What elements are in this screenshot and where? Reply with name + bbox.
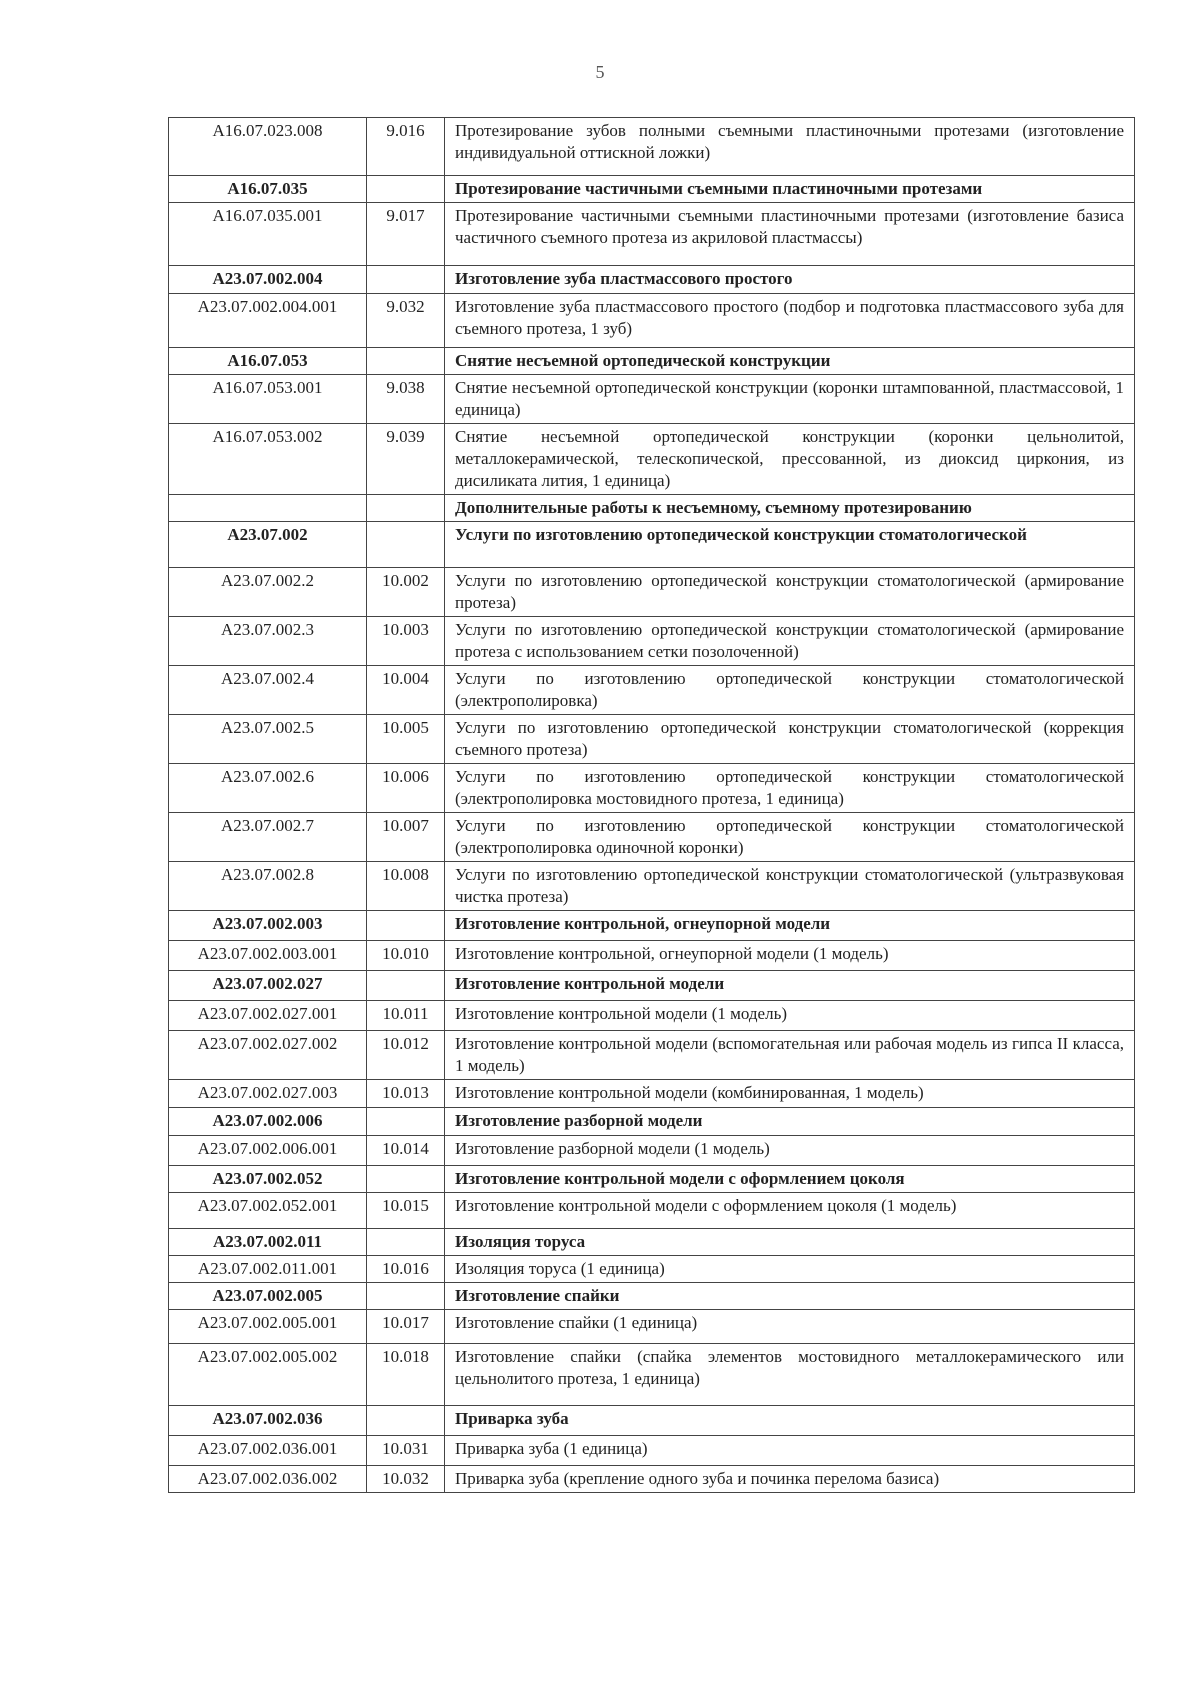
item-number-cell: 10.014 [367,1136,445,1166]
item-number-cell [367,176,445,203]
service-name-cell: Изготовление спайки (спайка элементов мостовидного металлокерамического или цельнолитого протеза, 1 единица) [445,1344,1135,1406]
item-number-cell [367,266,445,294]
service-name-cell: Изготовление спайки (1 единица) [445,1310,1135,1344]
service-code-cell: А23.07.002.004 [169,266,367,294]
item-number-cell: 10.008 [367,862,445,911]
table-row [169,617,1135,666]
service-code-cell: А23.07.002.003.001 [169,941,367,971]
item-number-cell [367,1108,445,1136]
table-group-row [169,266,1135,294]
service-name-cell: Приварка зуба (крепление одного зуба и починка перелома базиса) [445,1466,1135,1493]
service-name-cell: Изготовление контрольной модели с оформлением цоколя [445,1166,1135,1193]
service-code-cell: А23.07.002.027.003 [169,1080,367,1108]
item-number-cell [367,1283,445,1310]
table-row [169,424,1135,495]
table-group-row [169,1166,1135,1193]
item-number-cell: 10.018 [367,1344,445,1406]
item-number-cell [367,1166,445,1193]
service-code-cell: А16.07.053 [169,348,367,375]
service-name-cell: Изготовление контрольной модели [445,971,1135,1001]
item-number-cell: 9.017 [367,203,445,266]
table-row [169,1344,1135,1406]
service-name-cell: Изготовление контрольной модели с оформлением цоколя (1 модель) [445,1193,1135,1229]
table-row [169,941,1135,971]
table-row [169,294,1135,348]
table-group-row [169,348,1135,375]
service-name-cell: Приварка зуба [445,1406,1135,1436]
table-row [169,1436,1135,1466]
service-name-cell: Протезирование зубов полными съемными пластиночными протезами (изготовление индивидуальной оттискной ложки) [445,118,1135,176]
price-table-body [169,118,1135,1493]
service-name-cell: Изоляция торуса (1 единица) [445,1256,1135,1283]
service-name-cell: Услуги по изготовлению ортопедической конструкции стоматологической (армирование протеза с использованием сетки позолоченной) [445,617,1135,666]
table-group-row [169,1406,1135,1436]
service-name-cell: Протезирование частичными съемными пластиночными протезами (изготовление базиса частичного съемного протеза из акриловой пластмассы) [445,203,1135,266]
service-name-cell: Услуги по изготовлению ортопедической конструкции стоматологической (коррекция съемного протеза) [445,715,1135,764]
service-name-cell: Изоляция торуса [445,1229,1135,1256]
service-code-cell: А23.07.002.005.002 [169,1344,367,1406]
service-name-cell: Услуги по изготовлению ортопедической конструкции стоматологической [445,522,1135,568]
service-name-cell: Приварка зуба (1 единица) [445,1436,1135,1466]
service-code-cell: А23.07.002.036.001 [169,1436,367,1466]
service-name-cell: Изготовление зуба пластмассового простого (подбор и подготовка пластмассового зуба для съемного протеза, 1 зуб) [445,294,1135,348]
service-code-cell: А16.07.035.001 [169,203,367,266]
table-row [169,862,1135,911]
table-row [169,1310,1135,1344]
service-code-cell: А23.07.002.2 [169,568,367,617]
service-name-cell: Снятие несъемной ортопедической конструкции (коронки цельнолитой, металлокерамической, телескопической, прессованной, из диоксид циркония, из дисиликата лития, 1 единица) [445,424,1135,495]
table-group-row [169,522,1135,568]
service-name-cell: Изготовление контрольной, огнеупорной модели [445,911,1135,941]
table-group-row [169,176,1135,203]
item-number-cell: 10.012 [367,1031,445,1080]
page-number: 5 [595,62,605,82]
item-number-cell [367,1406,445,1436]
service-name-cell: Снятие несъемной ортопедической конструкции (коронки штампованной, пластмассовой, 1 единица) [445,375,1135,424]
service-name-cell: Услуги по изготовлению ортопедической конструкции стоматологической (армирование протеза) [445,568,1135,617]
service-code-cell: А23.07.002.3 [169,617,367,666]
service-code-cell: А23.07.002.052 [169,1166,367,1193]
service-code-cell: А16.07.053.002 [169,424,367,495]
service-name-cell: Изготовление контрольной модели (вспомогательная или рабочая модель из гипса II класса, 1 модель) [445,1031,1135,1080]
service-code-cell: А23.07.002.004.001 [169,294,367,348]
item-number-cell: 10.004 [367,666,445,715]
table-group-row [169,911,1135,941]
item-number-cell: 10.007 [367,813,445,862]
service-code-cell: А23.07.002.036 [169,1406,367,1436]
item-number-cell: 10.031 [367,1436,445,1466]
service-code-cell: А23.07.002.8 [169,862,367,911]
item-number-cell: 10.015 [367,1193,445,1229]
service-code-cell: А23.07.002.027.001 [169,1001,367,1031]
item-number-cell: 10.032 [367,1466,445,1493]
item-number-cell [367,971,445,1001]
item-number-cell [367,522,445,568]
table-row [169,1466,1135,1493]
service-code-cell: А23.07.002.011 [169,1229,367,1256]
table-group-row [169,1108,1135,1136]
item-number-cell: 10.002 [367,568,445,617]
item-number-cell: 10.003 [367,617,445,666]
service-name-cell: Услуги по изготовлению ортопедической конструкции стоматологической (ультразвуковая чистка протеза) [445,862,1135,911]
item-number-cell: 10.013 [367,1080,445,1108]
item-number-cell [367,911,445,941]
service-code-cell: А23.07.002.5 [169,715,367,764]
table-row [169,1136,1135,1166]
item-number-cell: 9.038 [367,375,445,424]
table-row [169,666,1135,715]
service-name-cell: Услуги по изготовлению ортопедической конструкции стоматологической (электрополировка) [445,666,1135,715]
service-code-cell: А16.07.035 [169,176,367,203]
service-name-cell: Снятие несъемной ортопедической конструкции [445,348,1135,375]
table-row [169,1080,1135,1108]
item-number-cell: 10.005 [367,715,445,764]
service-code-cell: А23.07.002.027 [169,971,367,1001]
service-code-cell [169,495,367,522]
item-number-cell: 10.006 [367,764,445,813]
service-code-cell: А23.07.002.027.002 [169,1031,367,1080]
price-table [168,117,1135,1493]
service-name-cell: Услуги по изготовлению ортопедической конструкции стоматологической (электрополировка одиночной коронки) [445,813,1135,862]
service-name-cell: Услуги по изготовлению ортопедической конструкции стоматологической (электрополировка мостовидного протеза, 1 единица) [445,764,1135,813]
item-number-cell [367,495,445,522]
table-row [169,568,1135,617]
service-name-cell: Дополнительные работы к несъемному, съемному протезированию [445,495,1135,522]
service-code-cell: А23.07.002.003 [169,911,367,941]
service-code-cell: А23.07.002.036.002 [169,1466,367,1493]
service-name-cell: Изготовление контрольной, огнеупорной модели (1 модель) [445,941,1135,971]
service-code-cell: А23.07.002.7 [169,813,367,862]
service-name-cell: Изготовление разборной модели (1 модель) [445,1136,1135,1166]
item-number-cell [367,348,445,375]
item-number-cell [367,1229,445,1256]
service-code-cell: А23.07.002.005 [169,1283,367,1310]
table-group-row [169,971,1135,1001]
table-group-row [169,1283,1135,1310]
service-code-cell: А16.07.053.001 [169,375,367,424]
item-number-cell: 9.039 [367,424,445,495]
service-code-cell: А23.07.002.006 [169,1108,367,1136]
table-row [169,1193,1135,1229]
item-number-cell: 9.032 [367,294,445,348]
service-name-cell: Изготовление контрольной модели (комбинированная, 1 модель) [445,1080,1135,1108]
table-row [169,203,1135,266]
table-row [169,1001,1135,1031]
table-row [169,715,1135,764]
service-code-cell: А23.07.002.6 [169,764,367,813]
item-number-cell: 10.016 [367,1256,445,1283]
service-code-cell: А16.07.023.008 [169,118,367,176]
service-code-cell: А23.07.002.011.001 [169,1256,367,1283]
service-name-cell: Протезирование частичными съемными пластиночными протезами [445,176,1135,203]
service-code-cell: А23.07.002.4 [169,666,367,715]
service-name-cell: Изготовление спайки [445,1283,1135,1310]
table-row [169,1256,1135,1283]
table-group-row [169,1229,1135,1256]
item-number-cell: 10.017 [367,1310,445,1344]
service-name-cell: Изготовление зуба пластмассового простого [445,266,1135,294]
service-code-cell: А23.07.002.006.001 [169,1136,367,1166]
table-row [169,764,1135,813]
table-group-row [169,495,1135,522]
service-name-cell: Изготовление контрольной модели (1 модель) [445,1001,1135,1031]
item-number-cell: 10.010 [367,941,445,971]
service-name-cell: Изготовление разборной модели [445,1108,1135,1136]
table-row [169,1031,1135,1080]
table-row [169,118,1135,176]
service-code-cell: А23.07.002.005.001 [169,1310,367,1344]
table-row [169,813,1135,862]
item-number-cell: 10.011 [367,1001,445,1031]
item-number-cell: 9.016 [367,118,445,176]
table-row [169,375,1135,424]
service-code-cell: А23.07.002 [169,522,367,568]
service-code-cell: А23.07.002.052.001 [169,1193,367,1229]
